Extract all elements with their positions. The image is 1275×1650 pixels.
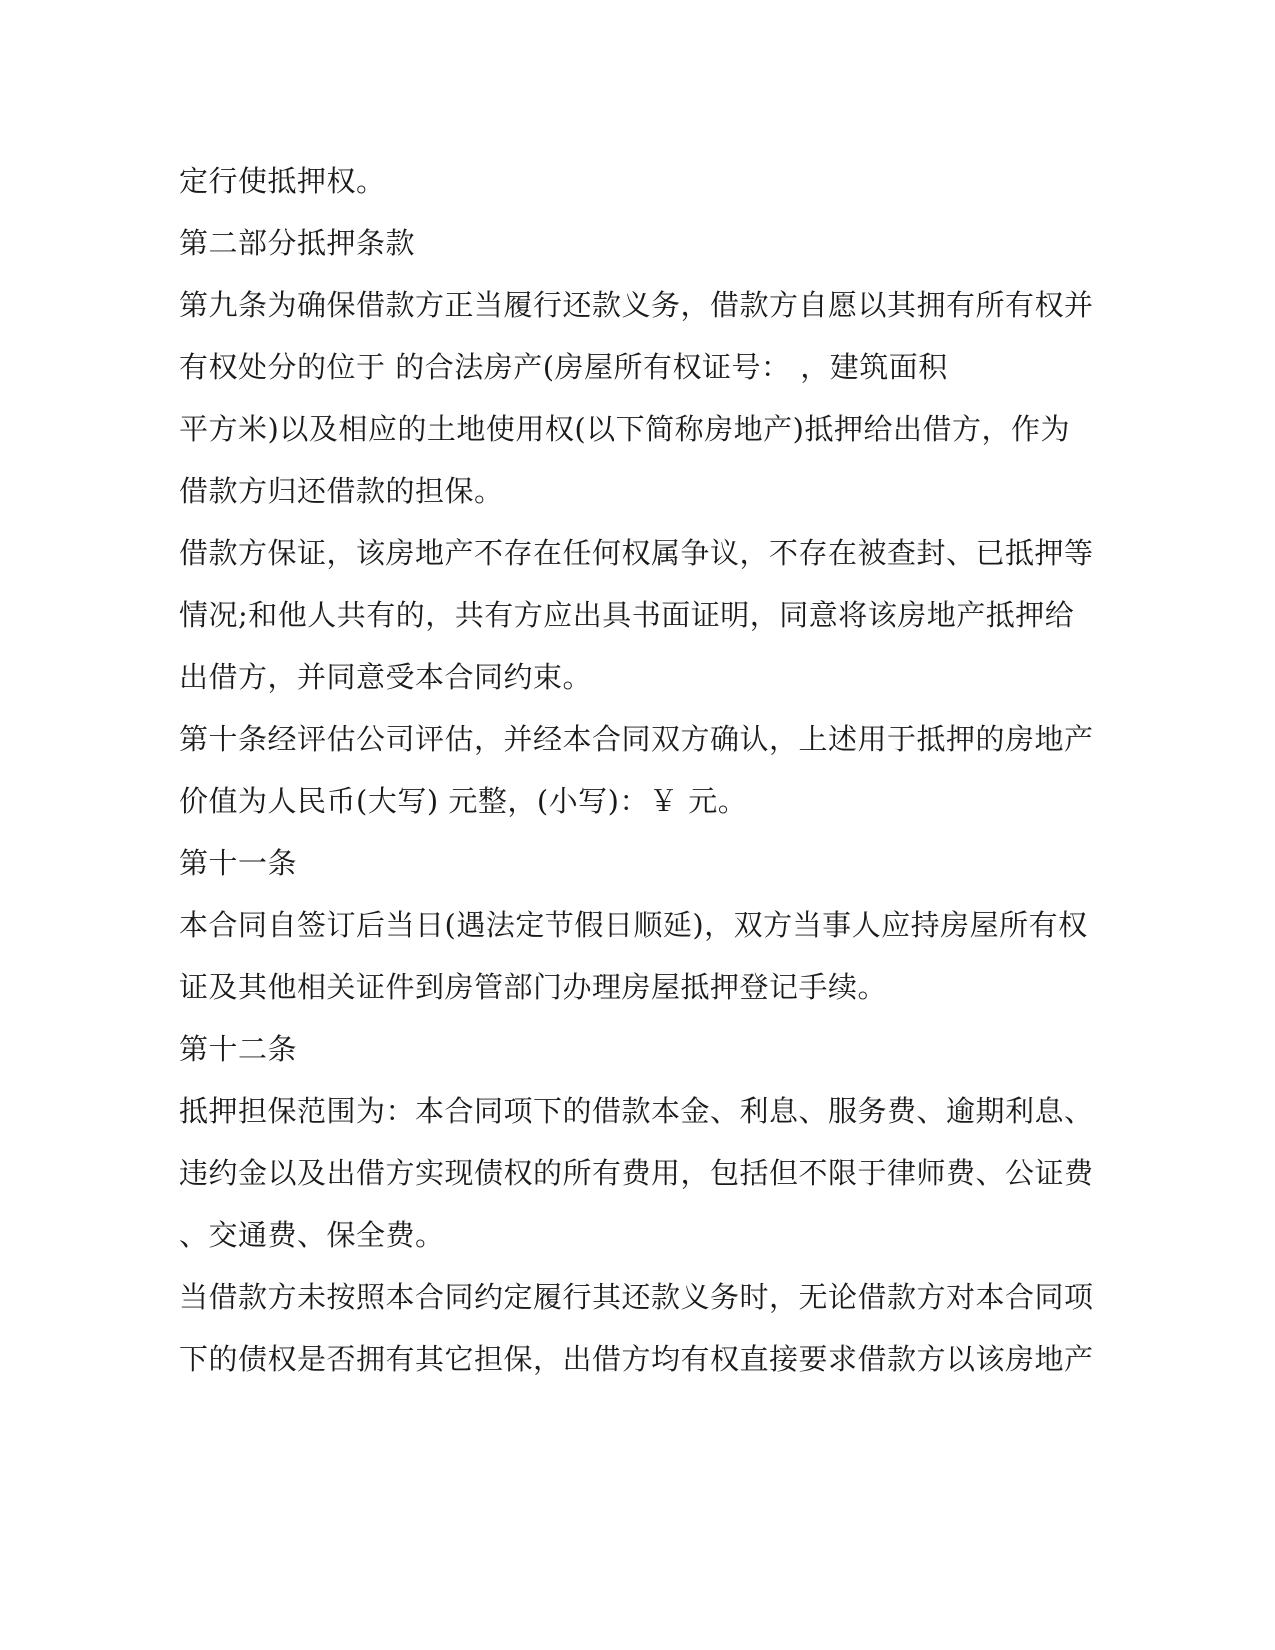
text-line: 价值为人民币(大写) 元整，(小写)：￥ 元。 — [179, 784, 748, 818]
text-line: 有权处分的位于 的合法房产(房屋所有权证号： ，建筑面积 — [179, 350, 948, 384]
text-line: 违约金以及出借方实现债权的所有费用，包括但不限于律师费、公证费 — [179, 1156, 1094, 1190]
text-line: 借款方归还借款的担保。 — [179, 474, 504, 508]
text-line: 、交通费、保全费。 — [179, 1218, 445, 1252]
text-line: 第十条经评估公司评估，并经本合同双方确认，上述用于抵押的房地产 — [179, 722, 1094, 756]
section-heading: 第二部分抵押条款 — [179, 226, 416, 260]
text-line: 下的债权是否拥有其它担保，出借方均有权直接要求借款方以该房地产 — [179, 1342, 1094, 1376]
text-line: 本合同自签订后当日(遇法定节假日顺延)，双方当事人应持房屋所有权 — [179, 908, 1088, 942]
article-heading: 第十二条 — [179, 1032, 298, 1066]
text-line: 平方米)以及相应的土地使用权(以下简称房地产)抵押给出借方，作为 — [179, 412, 1070, 446]
text-line: 出借方，并同意受本合同约束。 — [179, 660, 593, 694]
text-line: 证及其他相关证件到房管部门办理房屋抵押登记手续。 — [179, 970, 888, 1004]
text-line: 借款方保证，该房地产不存在任何权属争议，不存在被查封、已抵押等 — [179, 536, 1094, 570]
text-line: 第九条为确保借款方正当履行还款义务，借款方自愿以其拥有所有权并 — [179, 288, 1094, 322]
text-line: 抵押担保范围为：本合同项下的借款本金、利息、服务费、逾期利息、 — [179, 1094, 1094, 1128]
text-line: 定行使抵押权。 — [179, 164, 386, 198]
article-heading: 第十一条 — [179, 846, 298, 880]
document-body — [179, 150, 1094, 1390]
text-line: 情况;和他人共有的，共有方应出具书面证明，同意将该房地产抵押给 — [179, 598, 1075, 632]
text-line: 当借款方未按照本合同约定履行其还款义务时，无论借款方对本合同项 — [179, 1280, 1094, 1314]
